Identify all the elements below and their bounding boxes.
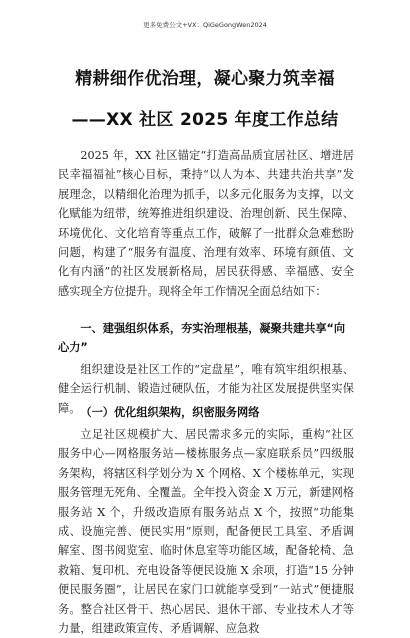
organization-paragraph: 组织建设是社区工作的“定盘星”，唯有筑牢组织根基、健全运行机制、锻造过硬队伍，才能为社区发展提供坚实保障。	[58, 363, 354, 415]
document-title: 精耕细作优治理，凝心聚力筑幸福	[75, 69, 335, 89]
header-note: 更多免费公文+VX：QiGeGongWen2024	[143, 21, 267, 29]
section-heading-1: 一、建强组织体系，夯实治理根基，凝聚共建共享“向心力”	[58, 322, 346, 355]
grid-service-paragraph: 立足社区规模扩大、居民需求多元的实际，重构“社区服务中心—网格服务站—楼栋服务点—家庭联系员”四级服务架构，将辖区科学划分为 X 个网格、X 个楼栋单元，实现服务管理无死角、全覆盖。全年投入资金 X 万元，新建网格服务站 X 个，升级改造原有服务站点 X 个，按照“功能集成、设施完善、便民实用”原则，配备便民工具室、矛盾调解室、图书阅览室、临时休息室等功能区域，配备轮椅、急救箱、复印机、充电设备等便民设施 X 余项，打造“15 分钟便民服务圈”，让居民在家门口就能享受到“一站式”便捷服务。整合社区骨干、热心居民、退休干部、专业技术人才等力量，组建政策宣传、矛盾调解、应急救	[58, 428, 354, 636]
document-subtitle: ——XX 社区 2025 年度工作总结	[71, 110, 339, 130]
intro-paragraph: 2025 年，XX 社区锚定“打造高品质宜居社区、增进居民幸福福祉”核心目标，秉持“以人为本、共建共治共享”发展理念，以精细化治理为抓手，以多元化服务为支撑，以文化赋能为纽带，统筹推进组织建设、治理创新、民生保障、环境优化、文化培育等重点工作，破解了一批群众急难愁盼问题，构建了“服务有温度、治理有效率、环境有颜值、文化有内涵”的社区发展新格局，居民获得感、幸福感、安全感实现全方位提升。现将全年工作情况全面总结如下：	[58, 149, 354, 298]
subsection-heading-1: （一）优化组织架构，织密服务网络	[80, 405, 260, 419]
